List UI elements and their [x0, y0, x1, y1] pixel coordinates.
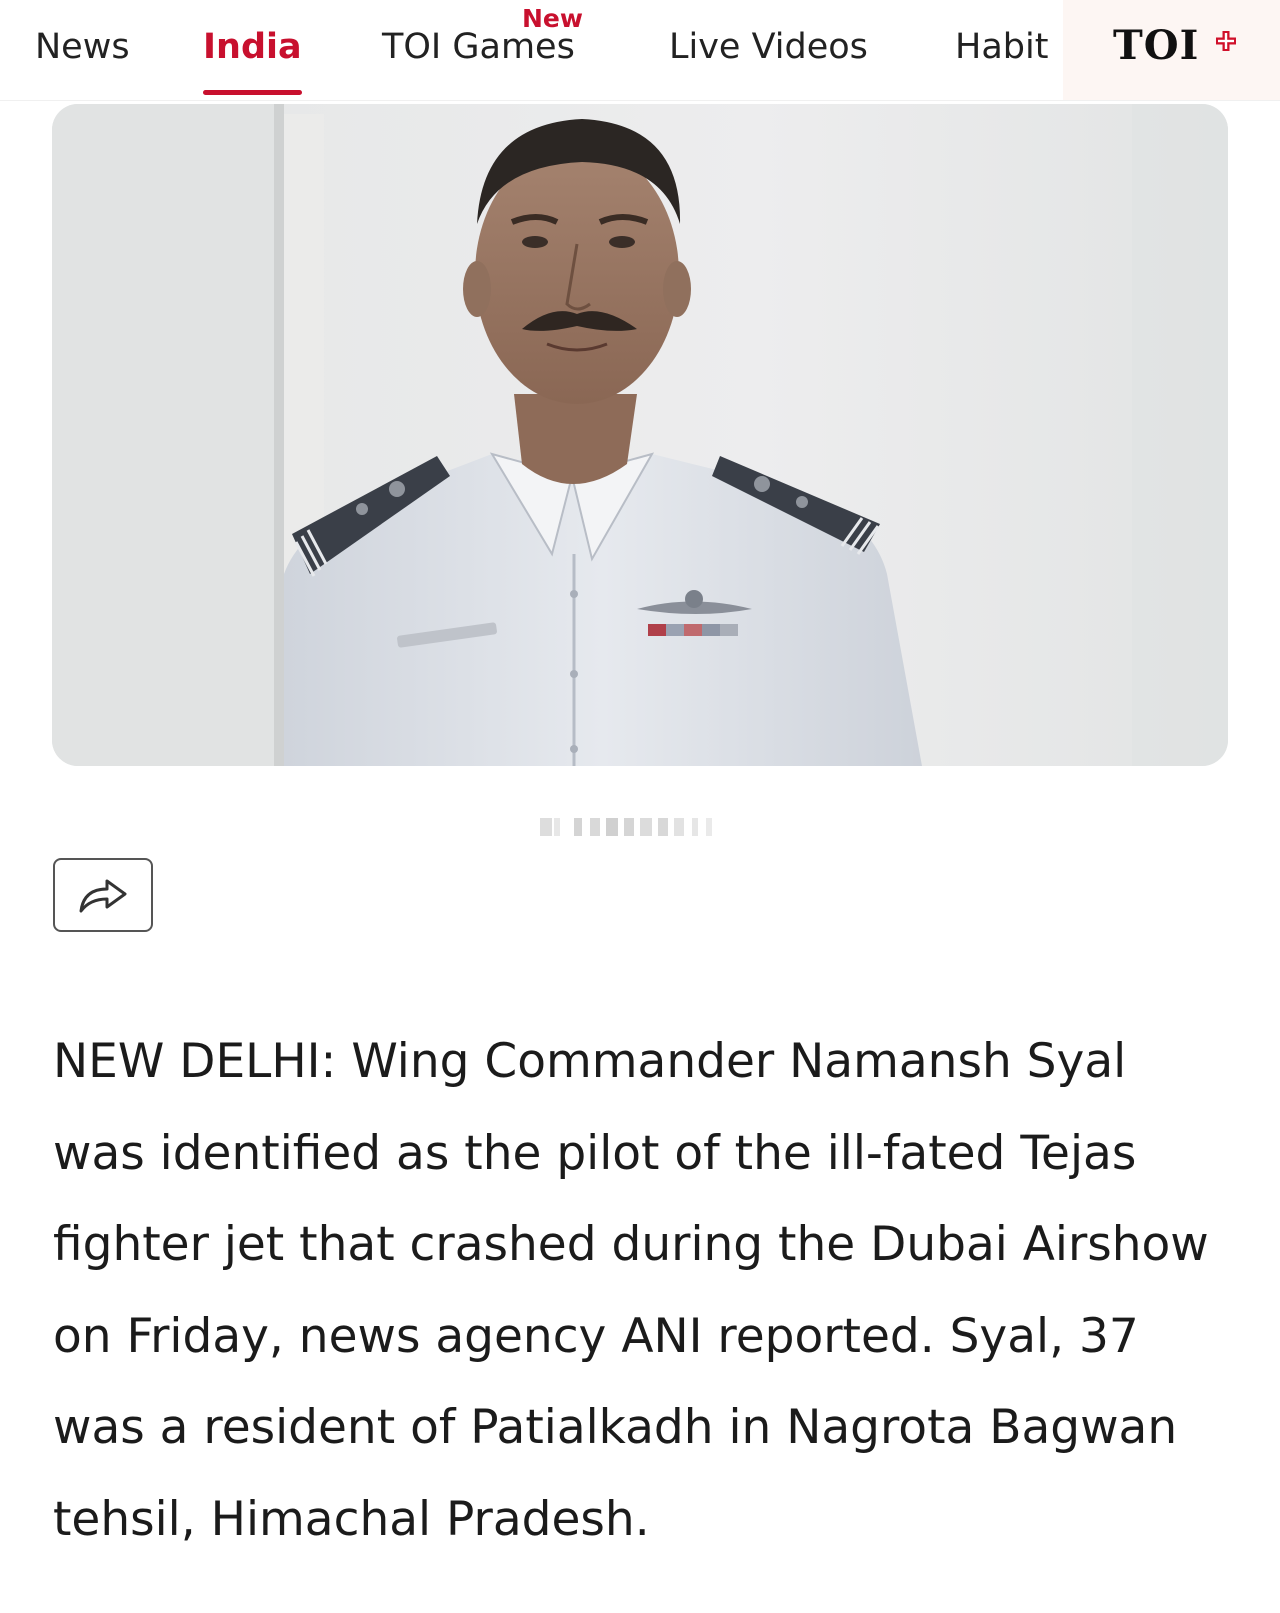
nav-tab-toi-games[interactable] [382, 4, 583, 72]
share-arrow-icon [75, 875, 131, 915]
nav-tab-live-videos[interactable]: Live Videos [669, 27, 868, 67]
pilot-photo [52, 104, 1228, 766]
top-navigation [0, 0, 1280, 101]
nav-tab-india-label: India [203, 27, 302, 67]
nav-tab-news[interactable]: News [35, 27, 130, 67]
toi-plus-logo: TOI [1113, 22, 1200, 69]
plus-icon [1215, 30, 1237, 52]
active-tab-indicator [203, 90, 302, 95]
new-badge: New [522, 4, 583, 33]
share-button[interactable] [53, 858, 153, 932]
nav-tab-india[interactable] [203, 22, 302, 72]
image-carousel-indicator [540, 812, 740, 842]
article-hero-image [52, 104, 1228, 766]
article-body: NEW DELHI: Wing Commander Namansh Syal was identified as the pilot of the ill-fated Tejas fighter jet that crashed during the Dubai Airshow on Friday, news agency ANI reported. Syal, 37 was a resident of Patialkadh in Nagrota Bagwan tehsil, Himachal Pradesh. [53, 1034, 1209, 1547]
nav-tab-habit[interactable]: Habit [955, 27, 1049, 67]
toi-plus-link[interactable] [1063, 0, 1280, 100]
nav-tab-toi-games-label: TOI Games [382, 27, 575, 67]
